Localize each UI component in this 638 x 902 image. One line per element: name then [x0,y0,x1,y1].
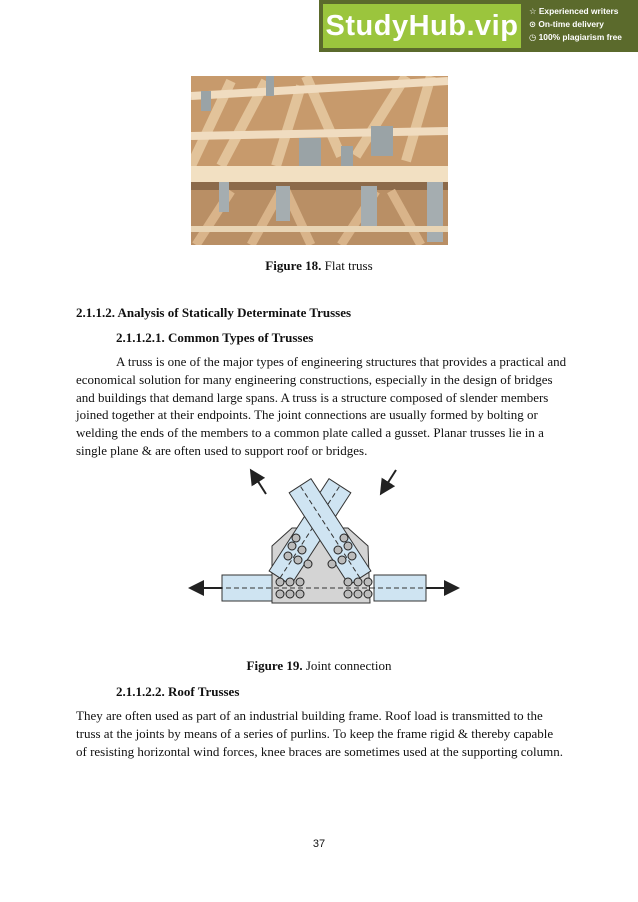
paragraph-line: They are often used as part of an industrial building frame. Roof load is transmitted to the [76,708,543,723]
paragraph-line: truss at the joints by means of a series of purlins. To keep the frame rigid & thereby capable [76,725,554,741]
section-heading: 2.1.1.2. Analysis of Statically Determinate Trusses [76,305,352,320]
figure-18-text: Flat truss [324,258,373,273]
feature-on-time-delivery: ⊙ On-time delivery [529,19,604,29]
flat-truss-photo [191,76,448,245]
banner-features [529,5,622,44]
paragraph-line: of resisting horizontal wind forces, knee braces are sometimes used at the supporting column. [76,743,564,759]
feature-plagiarism-free: ◷ 100% plagiarism free [529,32,622,42]
joint-connection-illustration [188,468,460,610]
figure-19-label: Figure 19. [246,658,303,673]
figure-19-text: Joint connection [305,658,392,673]
figure-19-caption [0,658,638,674]
studyhub-banner[interactable] [319,0,638,52]
flat-truss-illustration [191,76,448,245]
paragraph-line: joined together at their endpoints. The joint connections are usually formed by bolting or [76,407,538,423]
paragraph-line: economical solution for many engineering constructions, especially in the design of bridges [76,371,553,387]
paragraph-line: single plane & are often used to support roof or bridges. [76,442,368,458]
figure-18-caption [0,258,638,274]
paragraph-line: and buildings that demand large spans. A truss is a structure composed of slender members [76,389,549,405]
joint-connection-diagram [188,468,460,610]
subsection-roof-trusses-heading: 2.1.1.2.2. Roof Trusses [116,684,240,699]
studyhub-logo[interactable]: StudyHub.vip [323,4,521,48]
feature-experienced-writers: ☆ Experienced writers [529,6,619,16]
roof-trusses-paragraph [76,707,566,760]
subsection-common-types-heading: 2.1.1.2.1. Common Types of Trusses [116,330,314,345]
paragraph-line: welding the ends of the members to a common plate called a gusset. Planar trusses lie in a [76,425,544,441]
page-number: 37 [312,838,326,850]
paragraph-line: A truss is one of the major types of engineering structures that provides a practical and [116,354,567,369]
truss-description-paragraph [76,353,566,460]
figure-18-label: Figure 18. [265,258,322,273]
